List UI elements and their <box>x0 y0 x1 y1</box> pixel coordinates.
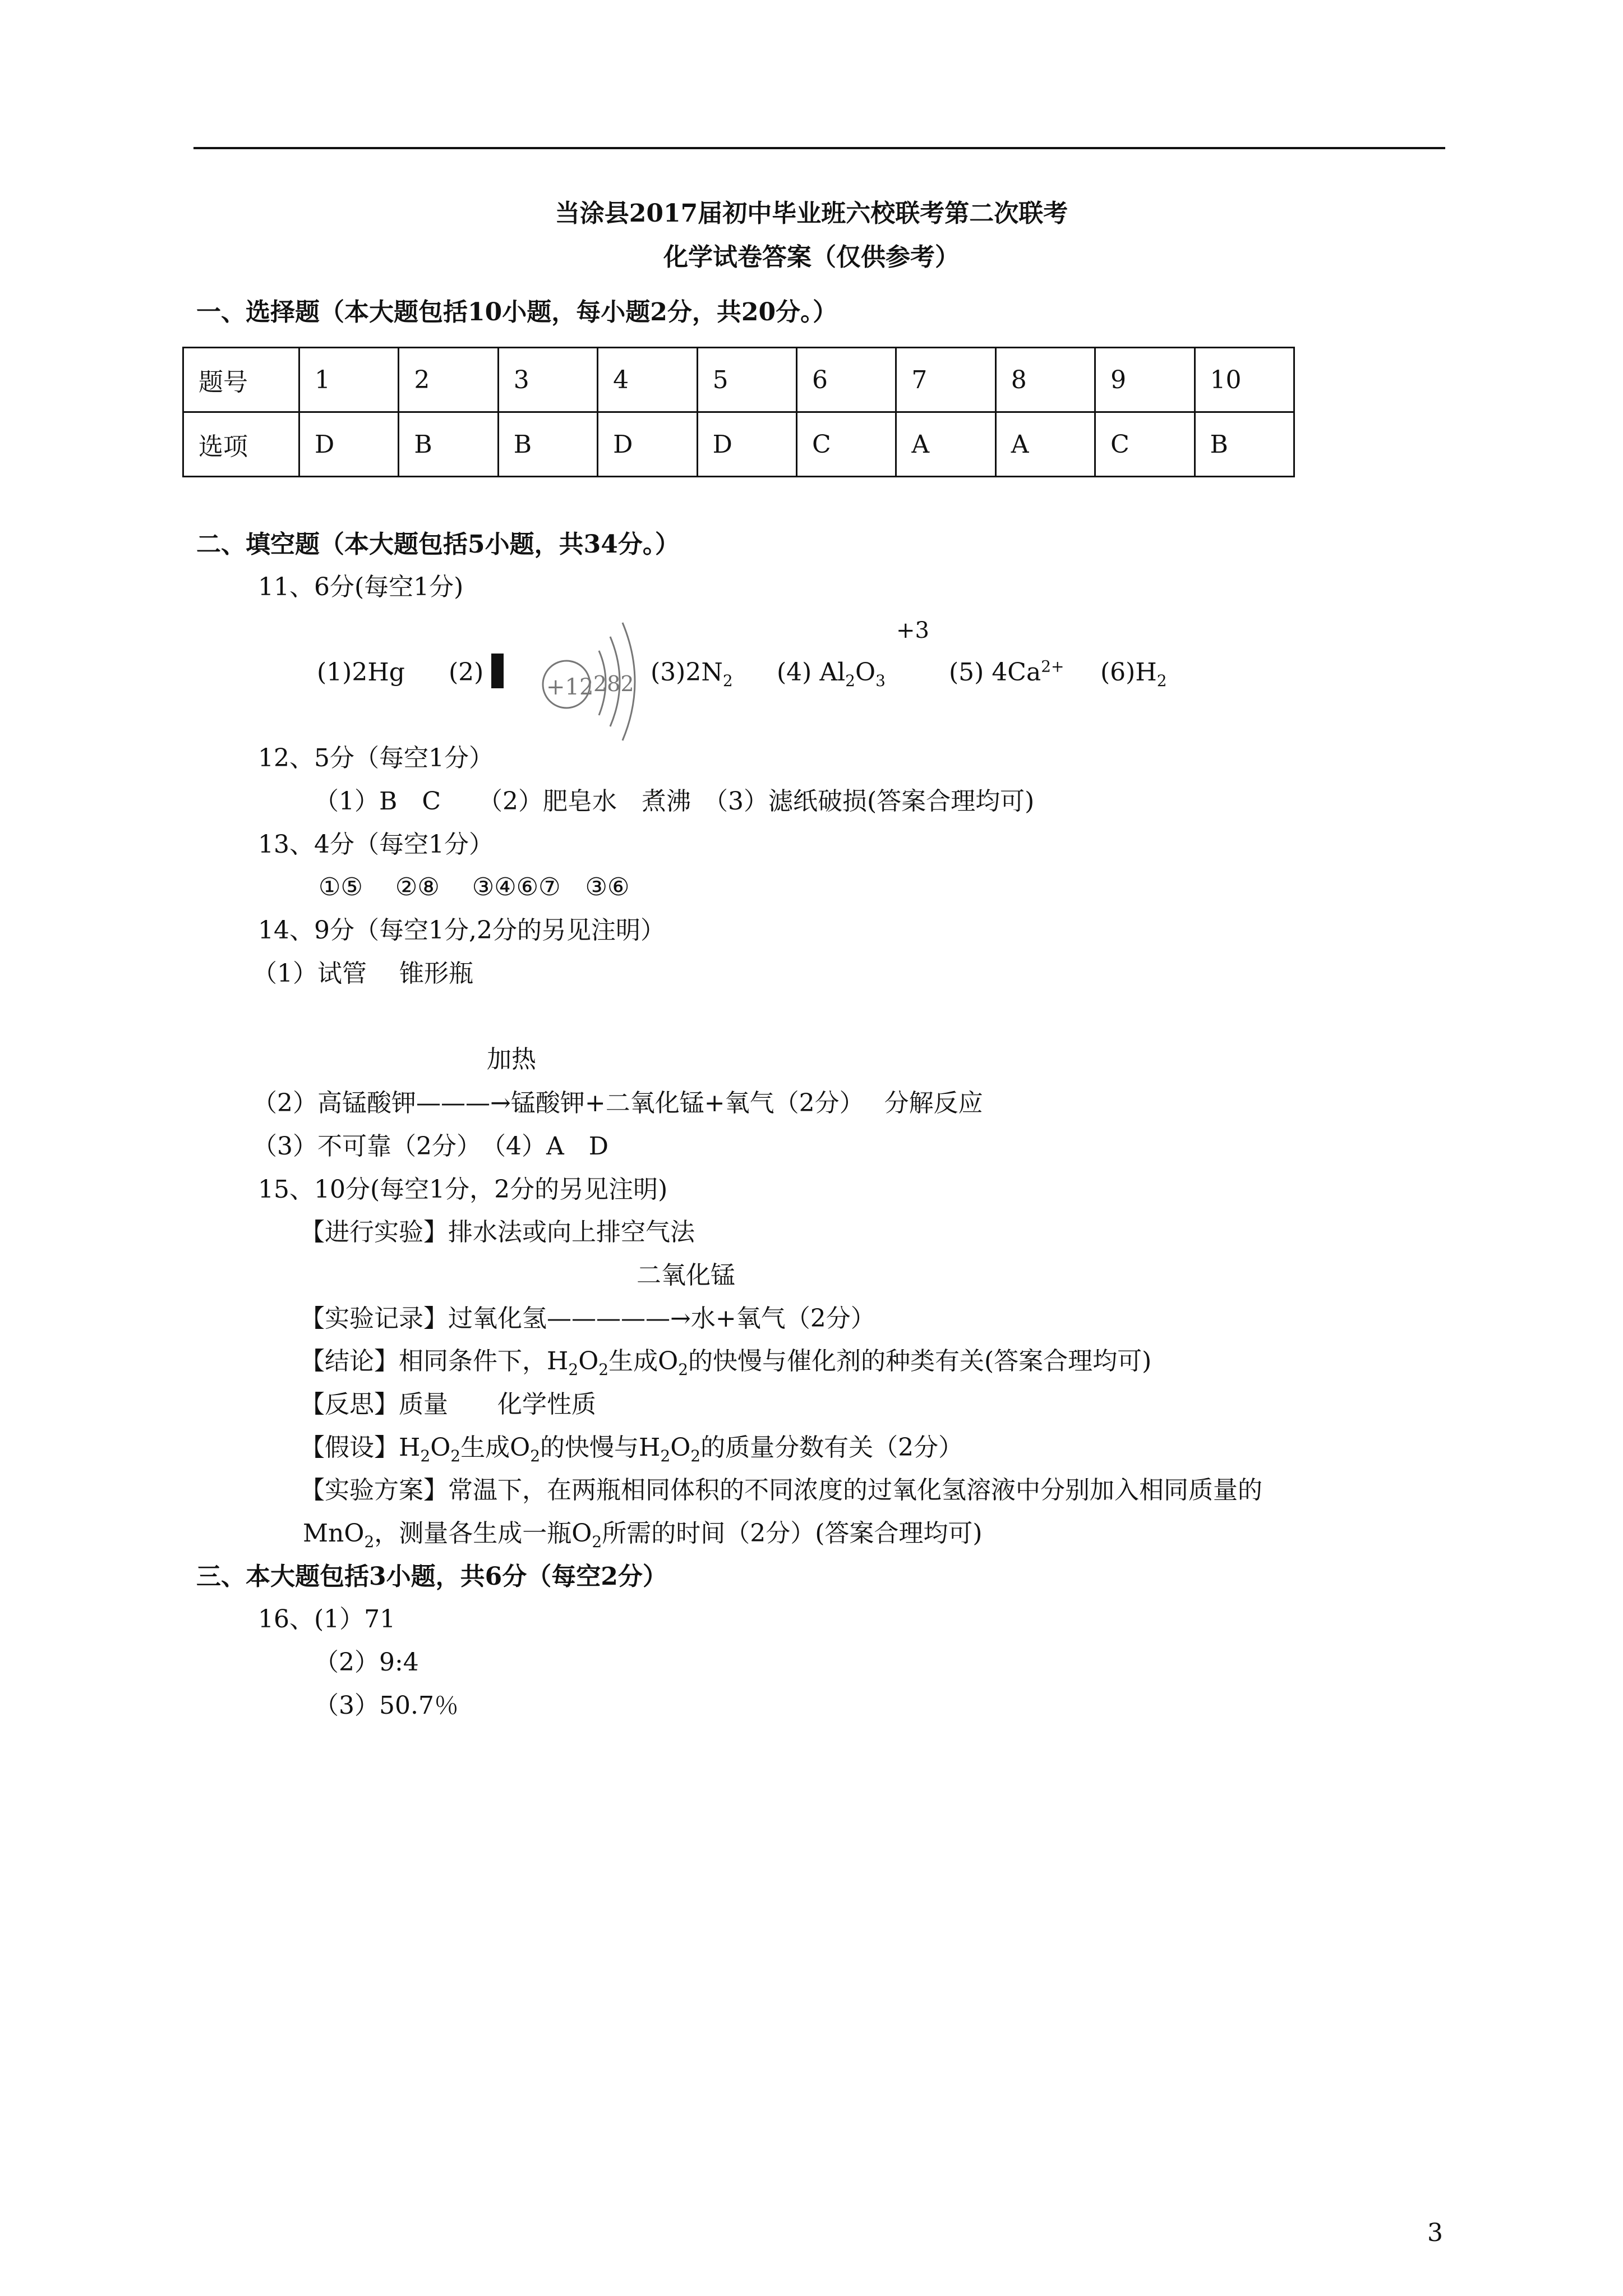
page-number: 3 <box>1427 2219 1443 2247</box>
row-label-number: 题号 <box>183 348 299 412</box>
q11-answer-3: $(3)2N_2$ <box>651 658 733 690</box>
q15-experiment: 【进行实验】排水法或向上排空气法 <box>300 1218 695 1246</box>
q14-answer-1: （1）试管 锥形瓶 <box>252 959 473 988</box>
answer-cell: B <box>399 412 498 477</box>
q11-answer-1: (1)2Hg <box>317 658 405 687</box>
number-cell: 10 <box>1195 348 1294 412</box>
q11-answer-5: (5) $4Ca^{2+}$ <box>949 657 1064 687</box>
q11-heading: 11、6分(每空1分) <box>258 573 464 601</box>
q15-conclusion: 【结论】相同条件下，$H_2O_2$生成$O_2$的快慢与催化剂的种类有关(答案合理均可) <box>300 1347 1152 1379</box>
q15-heading: 15、10分(每空1分，2分的另见注明) <box>258 1175 668 1204</box>
section2-heading: 二、填空题（本大题包括5小题，共34分。） <box>196 530 680 559</box>
number-cell: 2 <box>399 348 498 412</box>
number-cell: 7 <box>896 348 995 412</box>
number-cell: 1 <box>299 348 399 412</box>
q14-answer-2: （2）高锰酸钾———→锰酸钾+二氧化锰+氧气（2分） 分解反应 <box>252 1089 983 1117</box>
answer-cell: A <box>896 412 995 477</box>
q13-heading: 13、4分（每空1分） <box>258 830 494 859</box>
q15-catalyst: 二氧化锰 <box>637 1261 735 1290</box>
q14-answer-3: （3）不可靠（2分） （4）A D <box>252 1132 609 1161</box>
nucleus-charge: +12 <box>546 674 594 700</box>
answer-cell: B <box>498 412 597 477</box>
electron-shells: 282 <box>593 671 634 696</box>
q15-plan-line1: 【实验方案】常温下，在两瓶相同体积的不同浓度的过氧化氢溶液中分别加入相同质量的 <box>300 1476 1262 1504</box>
q13-answer: ①⑤ ②⑧ ③④⑥⑦ ③⑥ <box>319 873 630 901</box>
valence-label: +3 <box>896 618 929 643</box>
answer-cell: C <box>1095 412 1195 477</box>
q11-answer-6: $(6)H_2$ <box>1100 658 1167 690</box>
q12-heading: 12、5分（每空1分） <box>258 744 494 772</box>
q11-answer-2: (2) <box>449 658 484 687</box>
table-row <box>183 348 1294 412</box>
table-row <box>183 412 1294 477</box>
section1-heading: 一、选择题（本大题包括10小题，每小题2分，共20分。） <box>196 298 838 326</box>
q15-record: 【实验记录】过氧化氢—————→水+氧气（2分） <box>300 1304 875 1333</box>
q15-reflection: 【反思】质量 化学性质 <box>300 1390 596 1419</box>
answer-cell: C <box>796 412 896 477</box>
number-cell: 4 <box>598 348 697 412</box>
q16-answer-2: （2）9:4 <box>314 1648 419 1677</box>
page-subtitle: 化学试卷答案（仅供参考） <box>663 243 960 272</box>
q12-answer: （1）B C （2）肥皂水 煮沸 （3）滤纸破损(答案合理均可) <box>314 787 1035 816</box>
q15-hypothesis: 【假设】$H_2O_2$生成$O_2$的快慢与$H_2O_2$的质量分数有关（2分） <box>300 1433 963 1465</box>
page-title: 当涂县2017届初中毕业班六校联考第二次联考 <box>555 199 1068 228</box>
number-cell: 6 <box>796 348 896 412</box>
number-cell: 3 <box>498 348 597 412</box>
top-rule <box>193 147 1445 149</box>
row-label-answer: 选项 <box>183 412 299 477</box>
answer-table <box>182 347 1295 477</box>
answer-cell: B <box>1195 412 1294 477</box>
q16-answer-1: 16、(1）71 <box>258 1605 396 1634</box>
section3-heading: 三、本大题包括3小题，共6分（每空2分） <box>196 1562 667 1591</box>
number-cell: 5 <box>697 348 796 412</box>
q16-answer-3: （3）50.7％ <box>314 1691 459 1720</box>
q15-plan-line2: MnO$_2$，测量各生成一瓶$O_2$所需的时间（2分）(答案合理均可) <box>303 1519 983 1551</box>
answer-cell: D <box>598 412 697 477</box>
q11-answer-4: (4) $Al_2O_3$ <box>777 658 886 690</box>
number-cell: 8 <box>995 348 1095 412</box>
number-cell: 9 <box>1095 348 1195 412</box>
q14-heading: 14、9分（每空1分,2分的另见注明） <box>258 916 665 945</box>
answer-cell: A <box>995 412 1095 477</box>
q14-condition: 加热 <box>487 1045 536 1074</box>
atom-structure-diagram <box>538 611 651 749</box>
answer-cell: D <box>697 412 796 477</box>
black-mark <box>491 654 504 688</box>
answer-cell: D <box>299 412 399 477</box>
